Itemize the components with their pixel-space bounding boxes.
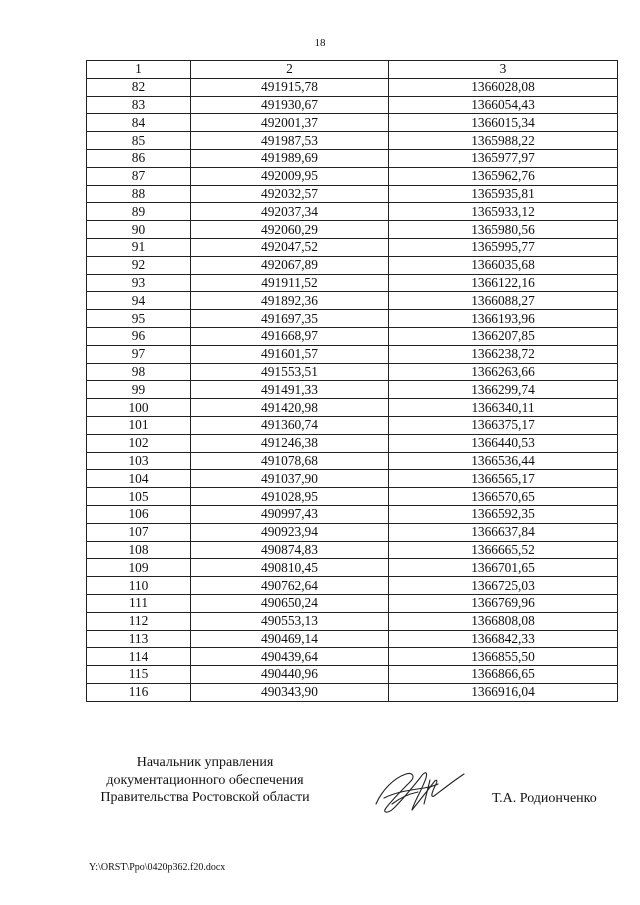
point-number-cell: 84 [87,114,191,132]
table-row [87,310,618,328]
point-number-cell: 99 [87,381,191,399]
y-coordinate-cell: 1366565,17 [389,470,618,488]
table-row [87,666,618,684]
signer-name: Т.А. Родионченко [492,791,597,806]
y-coordinate-cell: 1366440,53 [389,434,618,452]
x-coordinate-cell: 491892,36 [191,292,389,310]
point-number-cell: 94 [87,292,191,310]
column-header-1: 1 [87,61,191,79]
x-coordinate-cell: 491668,97 [191,327,389,345]
y-coordinate-cell: 1366842,33 [389,630,618,648]
point-number-cell: 115 [87,666,191,684]
x-coordinate-cell: 490874,83 [191,541,389,559]
y-coordinate-cell: 1365995,77 [389,238,618,256]
table-row [87,203,618,221]
point-number-cell: 111 [87,594,191,612]
x-coordinate-cell: 490650,24 [191,594,389,612]
column-header-2: 2 [191,61,389,79]
x-coordinate-cell: 491915,78 [191,78,389,96]
table-row [87,594,618,612]
table-row [87,256,618,274]
point-number-cell: 110 [87,577,191,595]
x-coordinate-cell: 490439,64 [191,648,389,666]
table-row [87,434,618,452]
table-row [87,274,618,292]
y-coordinate-cell: 1366536,44 [389,452,618,470]
point-number-cell: 85 [87,132,191,150]
y-coordinate-cell: 1366637,84 [389,523,618,541]
x-coordinate-cell: 490440,96 [191,666,389,684]
signatory-position [80,754,330,807]
point-number-cell: 113 [87,630,191,648]
point-number-cell: 91 [87,238,191,256]
x-coordinate-cell: 491078,68 [191,452,389,470]
x-coordinate-cell: 491037,90 [191,470,389,488]
table-row [87,327,618,345]
y-coordinate-cell: 1366035,68 [389,256,618,274]
y-coordinate-cell: 1365988,22 [389,132,618,150]
y-coordinate-cell: 1365933,12 [389,203,618,221]
point-number-cell: 102 [87,434,191,452]
table-row [87,505,618,523]
file-path: Y:\ORST\Ppo\0420p362.f20.docx [89,862,226,873]
table-row [87,238,618,256]
y-coordinate-cell: 1366916,04 [389,683,618,701]
y-coordinate-cell: 1365962,76 [389,167,618,185]
position-line: документационного обеспечения [106,772,304,788]
point-number-cell: 108 [87,541,191,559]
x-coordinate-cell: 492037,34 [191,203,389,221]
table-row [87,78,618,96]
x-coordinate-cell: 492001,37 [191,114,389,132]
point-number-cell: 116 [87,683,191,701]
x-coordinate-cell: 491697,35 [191,310,389,328]
y-coordinate-cell: 1366725,03 [389,577,618,595]
y-coordinate-cell: 1366299,74 [389,381,618,399]
table-row [87,452,618,470]
x-coordinate-cell: 491553,51 [191,363,389,381]
table-row [87,345,618,363]
x-coordinate-cell: 491360,74 [191,416,389,434]
x-coordinate-cell: 490469,14 [191,630,389,648]
table-row [87,292,618,310]
point-number-cell: 107 [87,523,191,541]
x-coordinate-cell: 492047,52 [191,238,389,256]
table-row [87,470,618,488]
point-number-cell: 83 [87,96,191,114]
table-row [87,363,618,381]
table-row [87,577,618,595]
x-coordinate-cell: 490810,45 [191,559,389,577]
page-number: 18 [314,37,326,49]
y-coordinate-cell: 1366015,34 [389,114,618,132]
y-coordinate-cell: 1366238,72 [389,345,618,363]
point-number-cell: 93 [87,274,191,292]
y-coordinate-cell: 1366375,17 [389,416,618,434]
table-row [87,612,618,630]
table-row [87,149,618,167]
y-coordinate-cell: 1366570,65 [389,488,618,506]
table-row [87,132,618,150]
x-coordinate-cell: 491246,38 [191,434,389,452]
table-row [87,185,618,203]
x-coordinate-cell: 491987,53 [191,132,389,150]
table-row [87,488,618,506]
table-row [87,114,618,132]
table-row [87,167,618,185]
point-number-cell: 104 [87,470,191,488]
y-coordinate-cell: 1366207,85 [389,327,618,345]
x-coordinate-cell: 491420,98 [191,399,389,417]
point-number-cell: 114 [87,648,191,666]
point-number-cell: 88 [87,185,191,203]
y-coordinate-cell: 1366340,11 [389,399,618,417]
table-row [87,559,618,577]
y-coordinate-cell: 1366592,35 [389,505,618,523]
x-coordinate-cell: 490762,64 [191,577,389,595]
table-body [87,78,618,701]
x-coordinate-cell: 492009,95 [191,167,389,185]
y-coordinate-cell: 1365980,56 [389,221,618,239]
table-row [87,399,618,417]
x-coordinate-cell: 491601,57 [191,345,389,363]
table-row [87,416,618,434]
y-coordinate-cell: 1366122,16 [389,274,618,292]
handwritten-signature [372,760,472,820]
point-number-cell: 92 [87,256,191,274]
y-coordinate-cell: 1365977,97 [389,149,618,167]
point-number-cell: 86 [87,149,191,167]
y-coordinate-cell: 1366028,08 [389,78,618,96]
table-row [87,96,618,114]
position-line: Начальник управления [136,755,274,770]
y-coordinate-cell: 1366769,96 [389,594,618,612]
point-number-cell: 89 [87,203,191,221]
x-coordinate-cell: 490997,43 [191,505,389,523]
x-coordinate-cell: 492060,29 [191,221,389,239]
y-coordinate-cell: 1366808,08 [389,612,618,630]
table-row [87,648,618,666]
x-coordinate-cell: 492067,89 [191,256,389,274]
x-coordinate-cell: 491491,33 [191,381,389,399]
y-coordinate-cell: 1366054,43 [389,96,618,114]
y-coordinate-cell: 1366866,65 [389,666,618,684]
position-line: Правительства Ростовской области [100,790,310,805]
x-coordinate-cell: 490553,13 [191,612,389,630]
x-coordinate-cell: 491911,52 [191,274,389,292]
point-number-cell: 103 [87,452,191,470]
y-coordinate-cell: 1366263,66 [389,363,618,381]
point-number-cell: 95 [87,310,191,328]
table-row [87,630,618,648]
point-number-cell: 101 [87,416,191,434]
x-coordinate-cell: 491989,69 [191,149,389,167]
point-number-cell: 105 [87,488,191,506]
table-row [87,523,618,541]
y-coordinate-cell: 1366855,50 [389,648,618,666]
point-number-cell: 100 [87,399,191,417]
y-coordinate-cell: 1366193,96 [389,310,618,328]
point-number-cell: 112 [87,612,191,630]
y-coordinate-cell: 1366665,52 [389,541,618,559]
column-header-3: 3 [389,61,618,79]
point-number-cell: 96 [87,327,191,345]
table-row [87,381,618,399]
point-number-cell: 90 [87,221,191,239]
point-number-cell: 106 [87,505,191,523]
table-header-row [87,61,618,79]
x-coordinate-cell: 491930,67 [191,96,389,114]
y-coordinate-cell: 1366088,27 [389,292,618,310]
x-coordinate-cell: 491028,95 [191,488,389,506]
point-number-cell: 98 [87,363,191,381]
point-number-cell: 87 [87,167,191,185]
table-row [87,221,618,239]
y-coordinate-cell: 1366701,65 [389,559,618,577]
y-coordinate-cell: 1365935,81 [389,185,618,203]
x-coordinate-cell: 490923,94 [191,523,389,541]
coordinates-table [86,60,618,702]
x-coordinate-cell: 490343,90 [191,683,389,701]
table-row [87,541,618,559]
point-number-cell: 82 [87,78,191,96]
point-number-cell: 109 [87,559,191,577]
table-row [87,683,618,701]
point-number-cell: 97 [87,345,191,363]
x-coordinate-cell: 492032,57 [191,185,389,203]
